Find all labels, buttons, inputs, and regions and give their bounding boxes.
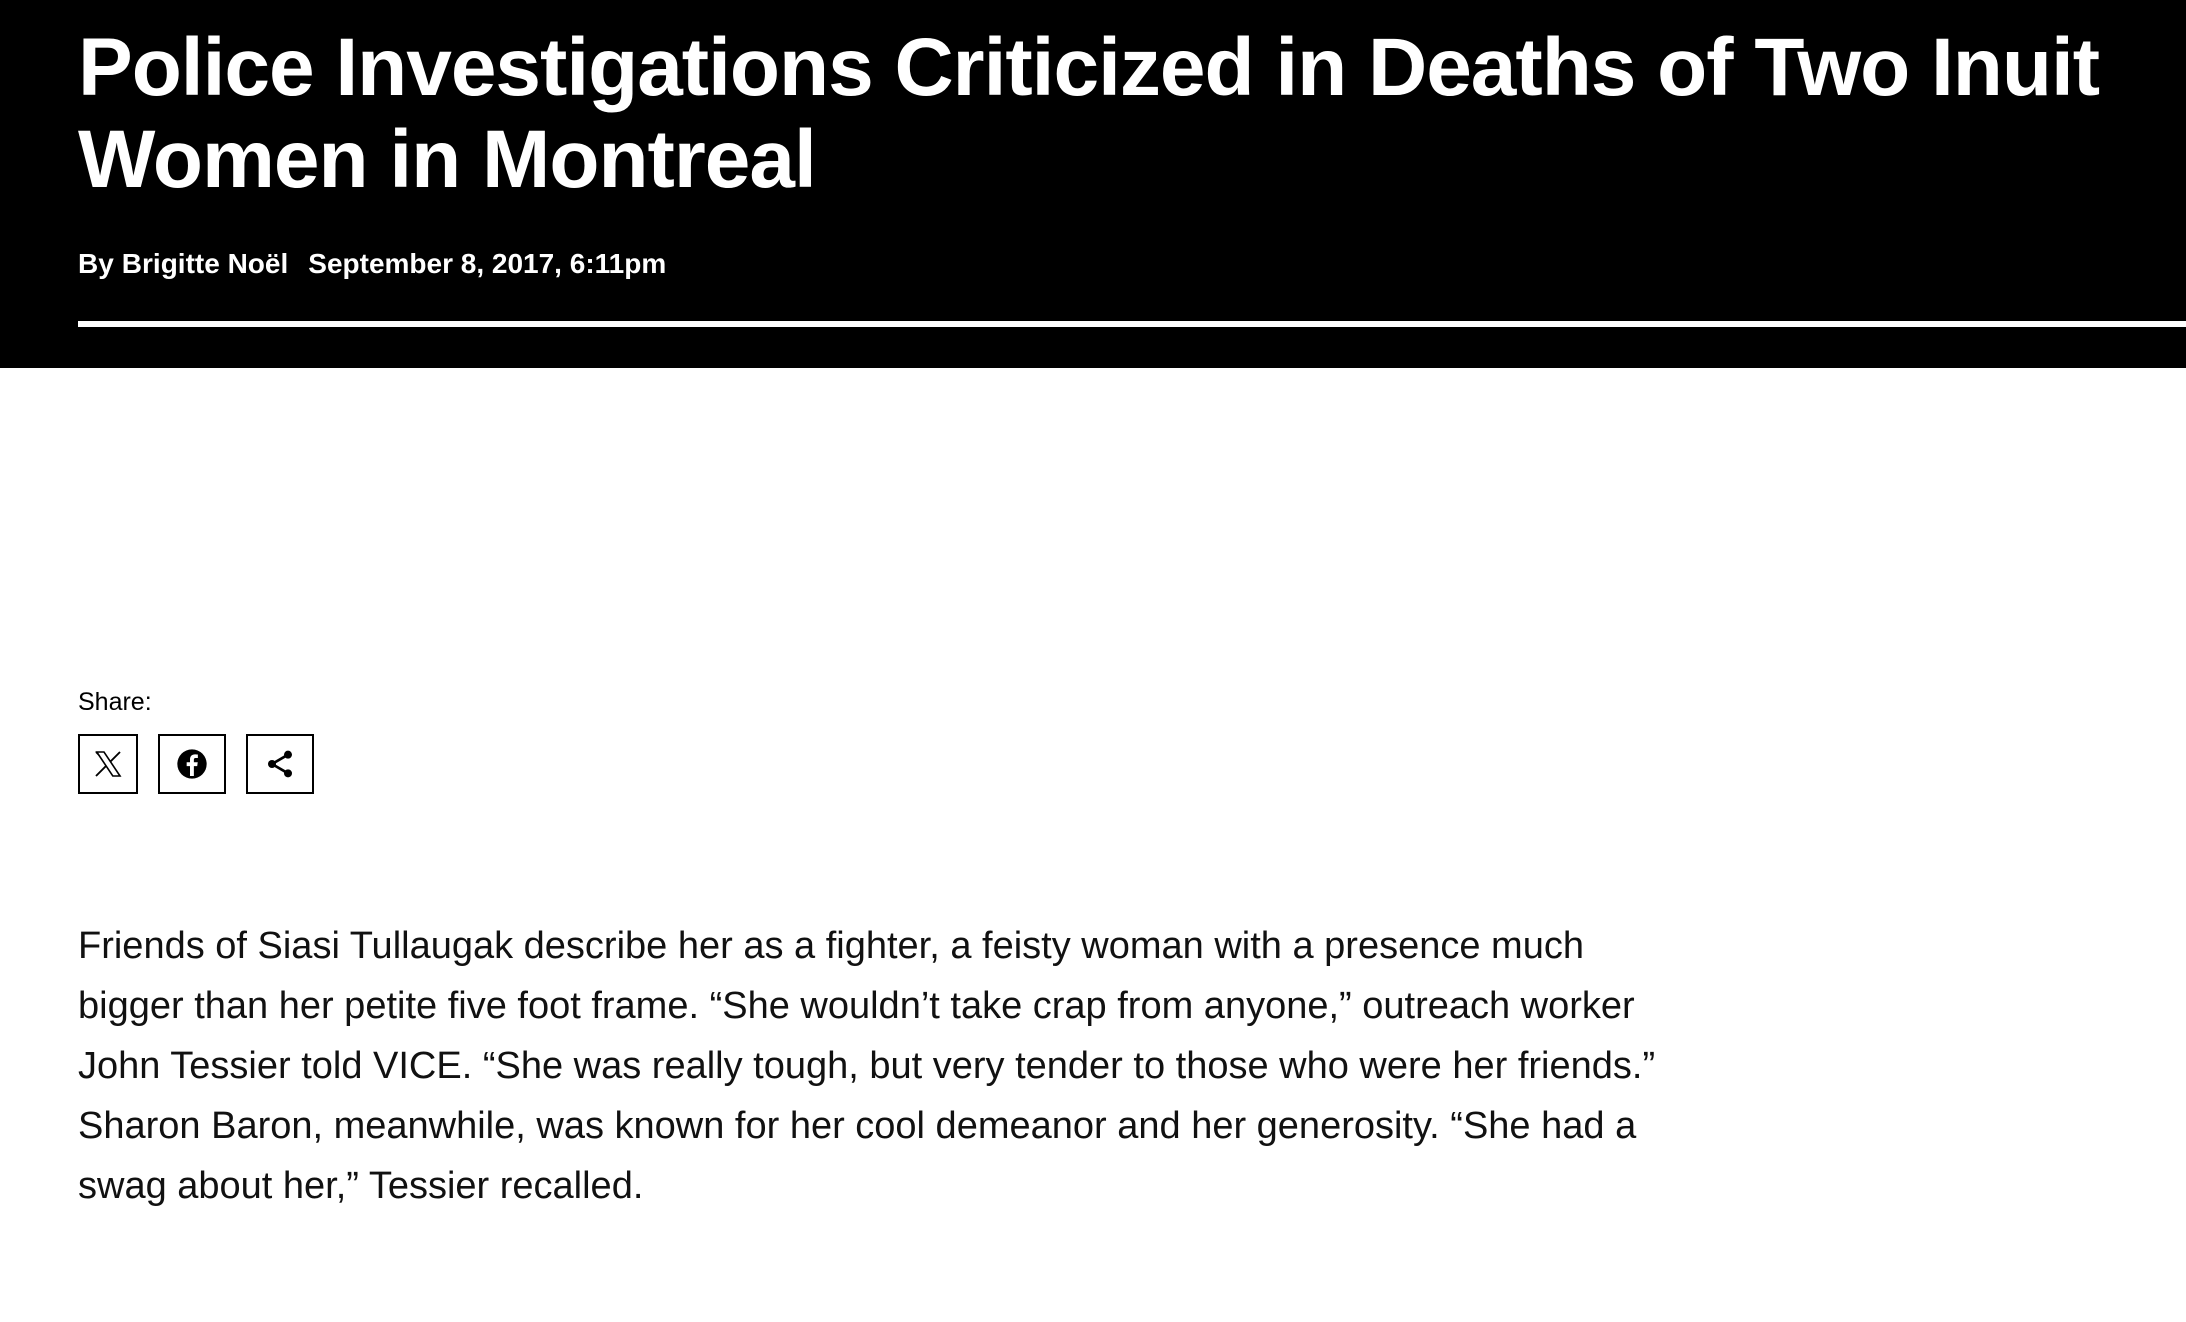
x-icon — [92, 748, 124, 780]
header-divider — [78, 321, 2186, 327]
share-label: Share: — [78, 688, 152, 716]
article-headline: Police Investigations Criticized in Deaths of Two Inuit Women in Montreal — [78, 22, 2100, 205]
publish-date: September 8, 2017, 6:11pm — [308, 248, 667, 279]
share-buttons — [78, 734, 314, 794]
share-more-button[interactable] — [246, 734, 314, 794]
facebook-icon — [176, 748, 208, 780]
author-link[interactable]: Brigitte Noël — [121, 248, 289, 279]
article-paragraph: Friends of Siasi Tullaugak describe her as a fighter, a feisty woman with a presence much bigger than her petite five foot frame. “She wouldn’t take crap from anyone,” outreach worker John Tessier told VICE. “She was really tough, but very tender to those who were her friends.” Sharon Baron, meanwhile, was known for her cool demeanor and her generosity. “She had a swag about her,” Tessier recalled. — [78, 925, 1656, 1207]
article-header — [0, 0, 2186, 368]
share-icon — [264, 748, 296, 780]
share-facebook-button[interactable] — [158, 734, 226, 794]
byline-prefix: By — [78, 248, 114, 279]
byline — [78, 246, 666, 282]
share-x-button[interactable] — [78, 734, 138, 794]
